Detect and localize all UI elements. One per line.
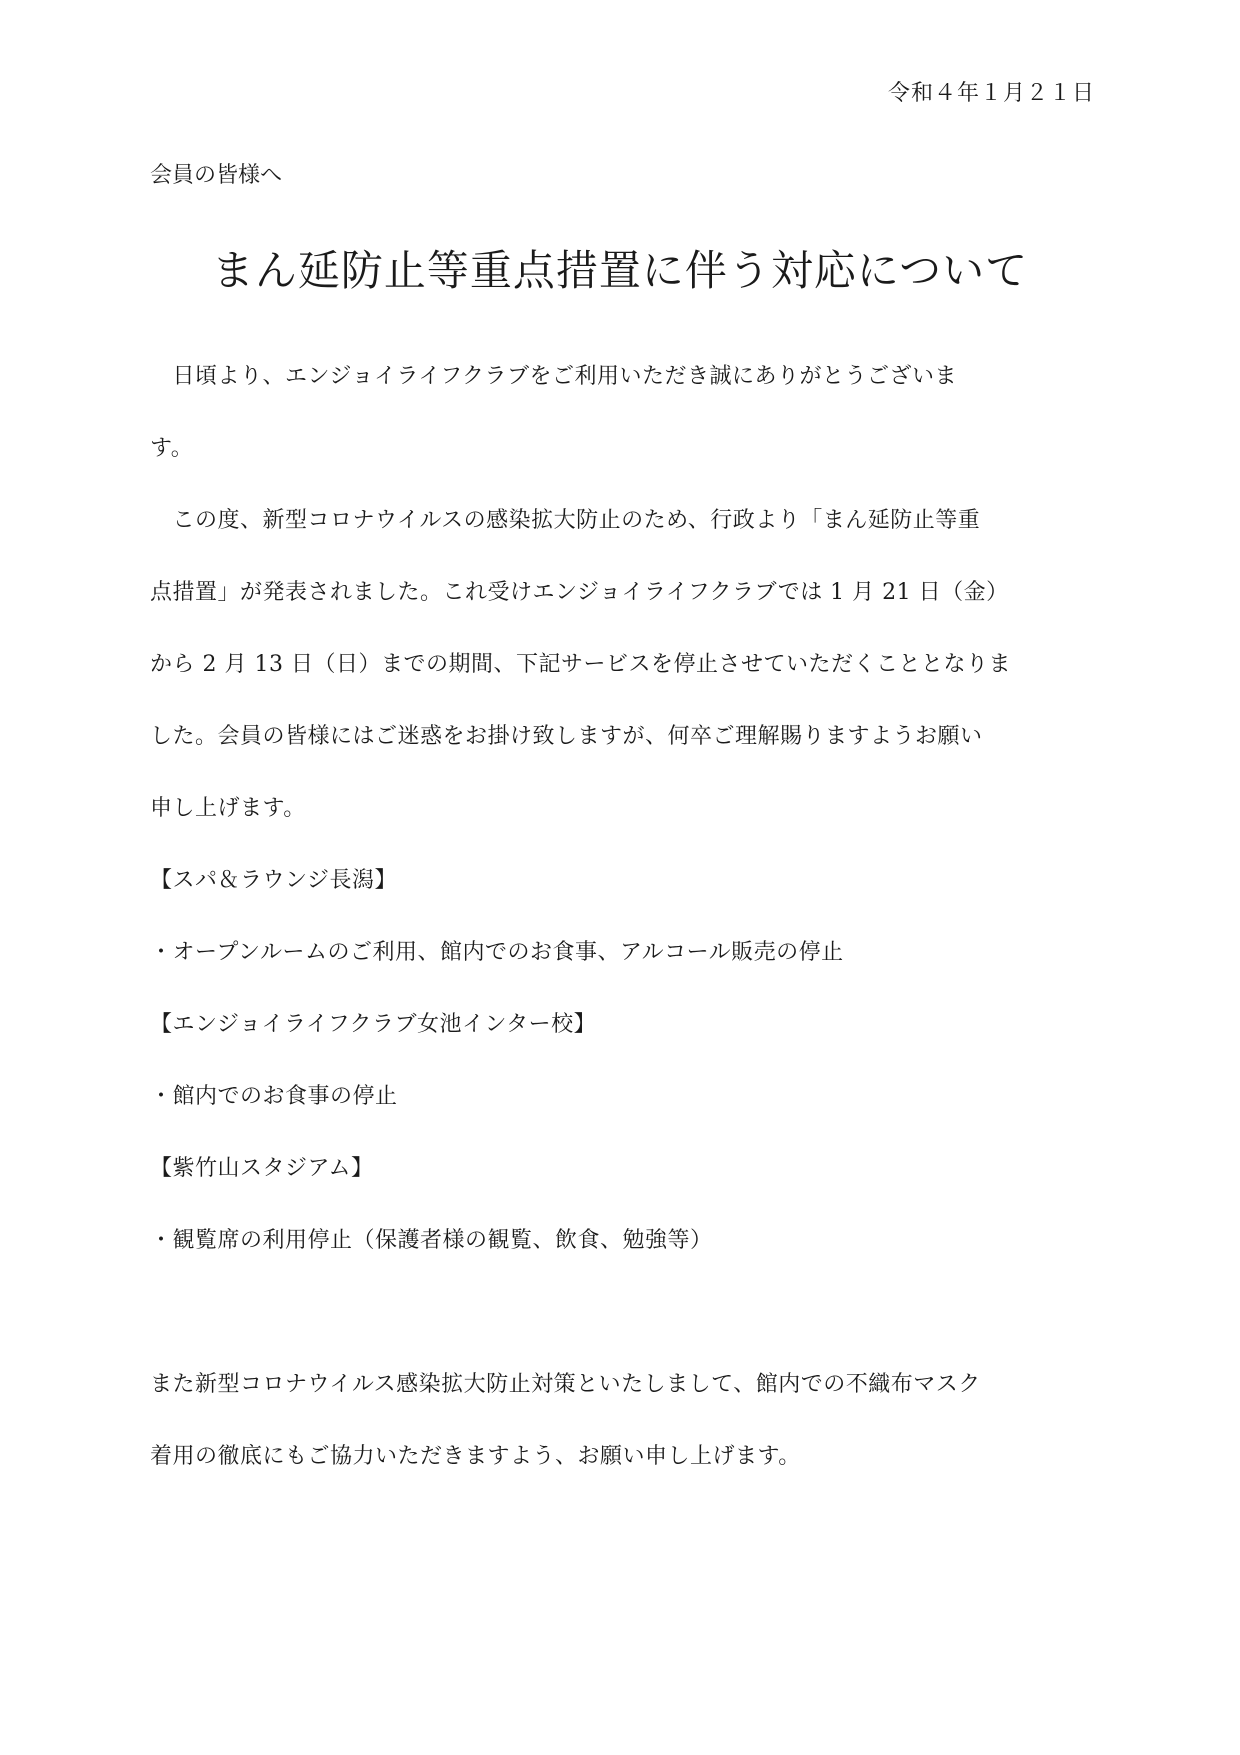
document-title: まん延防止等重点措置に伴う対応について	[211, 246, 1029, 295]
closing-line: 着用の徹底にもご協力いただきますよう、お願い申し上げます。	[150, 1444, 801, 1469]
notice-line: 点措置」が発表されました。これ受けエンジョイライフクラブでは 1 月 21 日（金）	[150, 580, 1009, 605]
notice-line: から 2 月 13 日（日）までの期間、下記サービスを停止させていただくこととなりま	[150, 652, 1011, 677]
facility-item: ・観覧席の利用停止（保護者様の観覧、飲食、勉強等）	[150, 1228, 713, 1253]
closing-line: また新型コロナウイルス感染拡大防止対策といたしまして、館内での不織布マスク	[150, 1372, 981, 1397]
facility-heading: 【エンジョイライフクラブ女池インター校】	[150, 1012, 597, 1037]
document-date: 令和４年１月２１日	[887, 81, 1095, 106]
facility-item: ・オープンルームのご利用、館内でのお食事、アルコール販売の停止	[150, 940, 844, 965]
addressee: 会員の皆様へ	[150, 163, 283, 188]
greeting-line: 日頃より、エンジョイライフクラブをご利用いただき誠にありがとうございま	[150, 364, 958, 389]
notice-line: した。会員の皆様にはご迷惑をお掛け致しますが、何卒ご理解賜りますようお願い	[150, 724, 983, 749]
facility-heading: 【スパ＆ラウンジ長潟】	[150, 868, 397, 893]
notice-line: 申し上げます。	[150, 796, 306, 821]
facility-item: ・館内でのお食事の停止	[150, 1084, 398, 1109]
greeting-line: す。	[150, 436, 194, 461]
notice-line: この度、新型コロナウイルスの感染拡大防止のため、行政より「まん延防止等重	[150, 508, 981, 533]
facility-heading: 【紫竹山スタジアム】	[150, 1156, 374, 1181]
